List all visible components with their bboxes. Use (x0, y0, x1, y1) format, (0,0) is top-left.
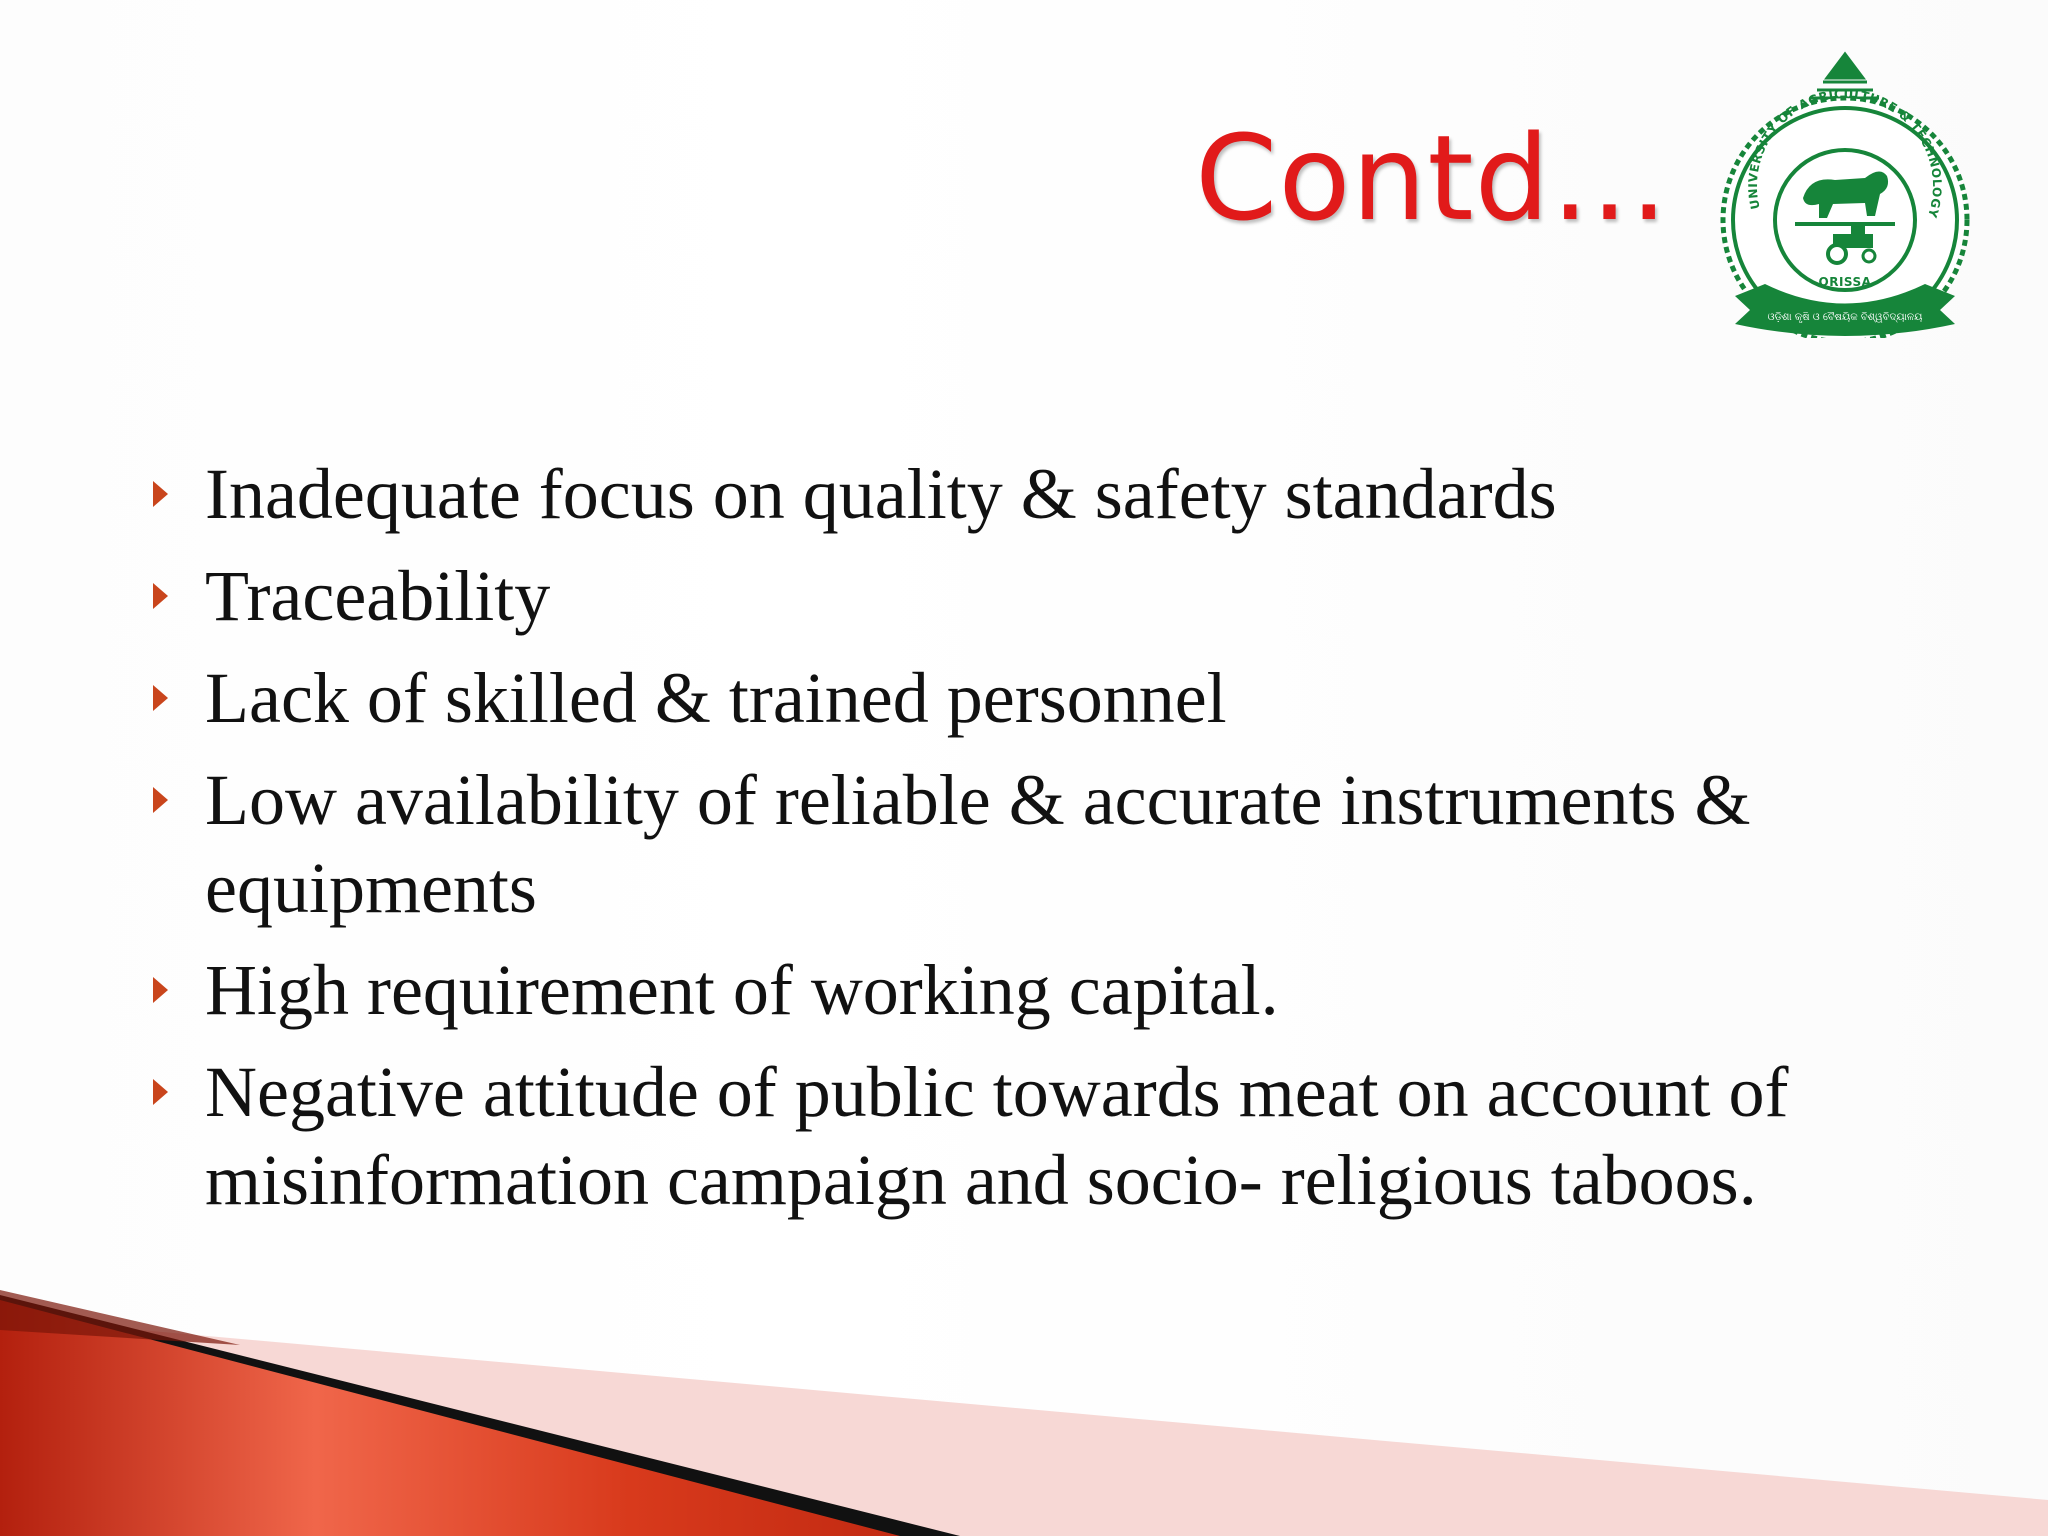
logo-ring-text: UNIVERSITY OF AGRICULTURE & TECHNOLOGY (1745, 86, 1945, 220)
slide-title: Contd… (1195, 109, 1670, 247)
bullet-text: Negative attitude of public towards meat on account of misinformation campaign and socio- religious taboos. (205, 1052, 1789, 1220)
bullet-text: High requirement of working capital. (205, 950, 1279, 1030)
bullet-text: Lack of skilled & trained personnel (205, 658, 1227, 738)
logo-bottom-text: ORISSA (1818, 275, 1872, 289)
bullet-text: Traceability (205, 556, 551, 636)
bullet-text: Low availability of reliable & accurate instruments & equipments (205, 760, 1751, 928)
bullet-text: Inadequate focus on quality & safety standards (205, 454, 1557, 534)
logo-ribbon-text: ଓଡ଼ିଶା କୃଷି ଓ ବୈଷୟିକ ବିଶ୍ୱବିଦ୍ୟାଳୟ (1767, 312, 1923, 323)
